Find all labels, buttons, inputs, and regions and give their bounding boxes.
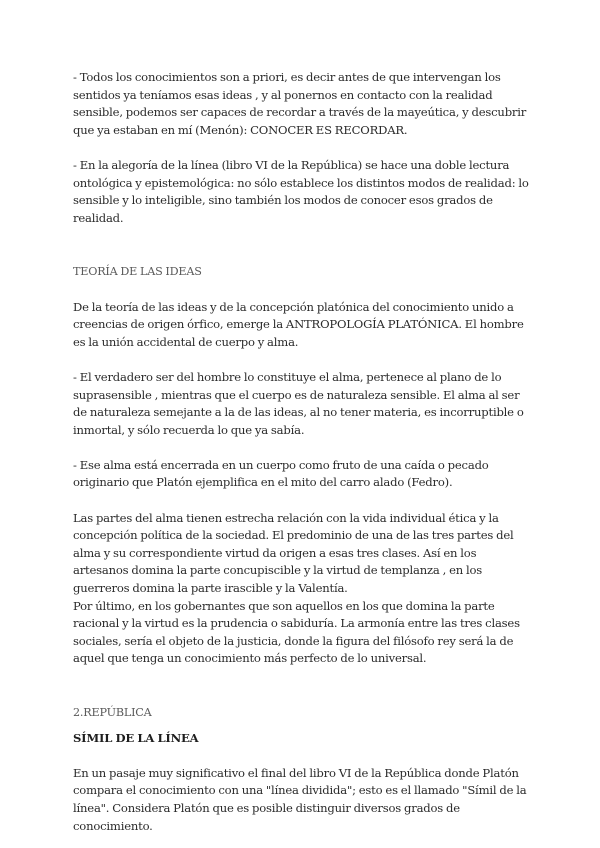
intro-paragraph-1: - Todos los conocimientos son a priori, es decir antes de que intervengan los sentidos ya teníamos esas ideas , y al ponernos en contacto con la realidad sensible, podemos ser capaces de recordar a través de la mayeútica, y descubrir que ya estaban en mí (Menón): CONOCER ES RECORDAR.: [73, 70, 527, 137]
subheading-simil-linea: SÍMIL DE LA LÍNEA: [73, 730, 199, 745]
section1-paragraph-2: - El verdadero ser del hombre lo constituye el alma, pertenece al plano de lo suprasensible , mientras que el cuerpo es de naturaleza sensible. El alma al ser de naturaleza semejante a la de las ideas, al no tener materia, es incorruptible o inmortal, y sólo recuerda lo que ya sabía.: [73, 369, 524, 437]
section1-paragraph-3: - Ese alma está encerrada en un cuerpo como fruto de una caída o pecado originario que Platón ejemplifica en el mito del carro alado (Fedro).: [73, 457, 489, 490]
section1-paragraph-5: Por último, en los gobernantes que son aquellos en los que domina la parte racional y la virtud es la prudencia o sabiduría. La armonía entre las tres clases sociales, sería el objeto de la justicia, donde la figura del filósofo rey será la de aquel que tenga un conocimiento más perfecto de lo universal.: [73, 598, 520, 666]
intro-paragraph-2: - En la alegoría de la línea (libro VI de la República) se hace una doble lectura ontológica y epistemológica: no sólo establece los distintos modos de realidad: lo sensible y lo inteligible, sino también los modos de conocer esos grados de realidad.: [73, 157, 529, 225]
section1-paragraph-1: De la teoría de las ideas y de la concepción platónica del conocimiento unido a creencias de origen órfico, emerge la ANTROPOLOGÍA PLATÓNICA. El hombre es la unión accidental de cuerpo y alma.: [73, 299, 524, 349]
section-heading-republica: 2.REPÚBLICA: [73, 706, 152, 719]
section-heading-teoria-ideas: TEORÍA DE LAS IDEAS: [73, 265, 202, 279]
document-body: [73, 69, 533, 835]
section2-paragraph: En un pasaje muy significativo el final del libro VI de la República donde Platón compara el conocimiento con una "línea dividida"; esto es el llamado "Símil de la línea". Considera Platón que es posible distinguir diversos grados de conocimiento.: [73, 765, 527, 833]
section1-paragraph-4: Las partes del alma tienen estrecha relación con la vida individual ética y la concepción política de la sociedad. El predominio de una de las tres partes del alma y su correspondiente virtud da origen a esas tres clases. Así en los artesanos domina la parte concupiscible y la virtud de templanza , en los guerreros domina la parte irascible y la Valentía.: [73, 510, 514, 596]
